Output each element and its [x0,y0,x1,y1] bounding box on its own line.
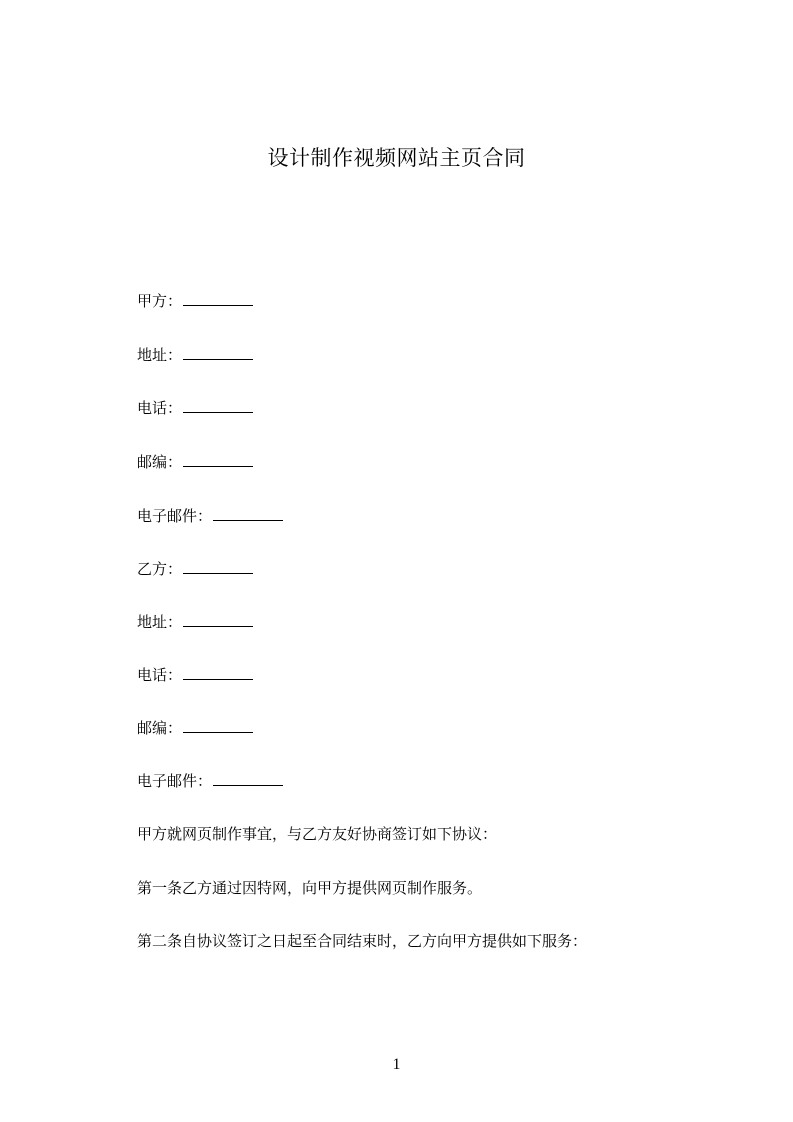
party-a-email-label: 电子邮件： [137,507,213,525]
party-a-name-blank[interactable] [183,291,253,306]
page-number: 1 [392,1056,401,1073]
party-b-email-field [137,771,283,791]
party-b-phone-blank[interactable] [183,665,253,680]
party-b-phone-field [137,665,253,685]
party-b-address-blank[interactable] [183,612,253,627]
party-a-address-blank[interactable] [183,345,253,360]
article-one-paragraph: 第一条乙方通过因特网，向甲方提供网页制作服务。 [137,879,483,897]
party-b-postcode-field [137,718,253,738]
party-a-name-field [137,291,253,311]
party-b-phone-label: 电话： [137,666,183,684]
party-b-name-label: 乙方： [137,560,183,578]
party-a-phone-field [137,398,253,418]
party-b-email-blank[interactable] [213,771,283,786]
party-a-postcode-field [137,452,253,472]
party-a-name-label: 甲方： [137,292,183,310]
party-b-address-label: 地址： [137,613,183,631]
party-b-name-field [137,559,253,579]
party-a-phone-label: 电话： [137,399,183,417]
party-b-name-blank[interactable] [183,559,253,574]
party-b-postcode-label: 邮编： [137,719,183,737]
party-b-address-field [137,612,253,632]
agreement-intro-paragraph: 甲方就网页制作事宜，与乙方友好协商签订如下协议： [137,825,498,843]
party-b-postcode-blank[interactable] [183,718,253,733]
party-a-postcode-label: 邮编： [137,453,183,471]
document-title: 设计制作视频网站主页合同 [267,146,526,170]
party-a-postcode-blank[interactable] [183,452,253,467]
party-a-phone-blank[interactable] [183,398,253,413]
party-b-email-label: 电子邮件： [137,772,213,790]
party-a-address-field [137,345,253,365]
party-a-address-label: 地址： [137,346,183,364]
party-a-email-blank[interactable] [213,506,283,521]
article-two-paragraph: 第二条自协议签订之日起至合同结束时，乙方向甲方提供如下服务： [137,932,588,950]
party-a-email-field [137,506,283,526]
